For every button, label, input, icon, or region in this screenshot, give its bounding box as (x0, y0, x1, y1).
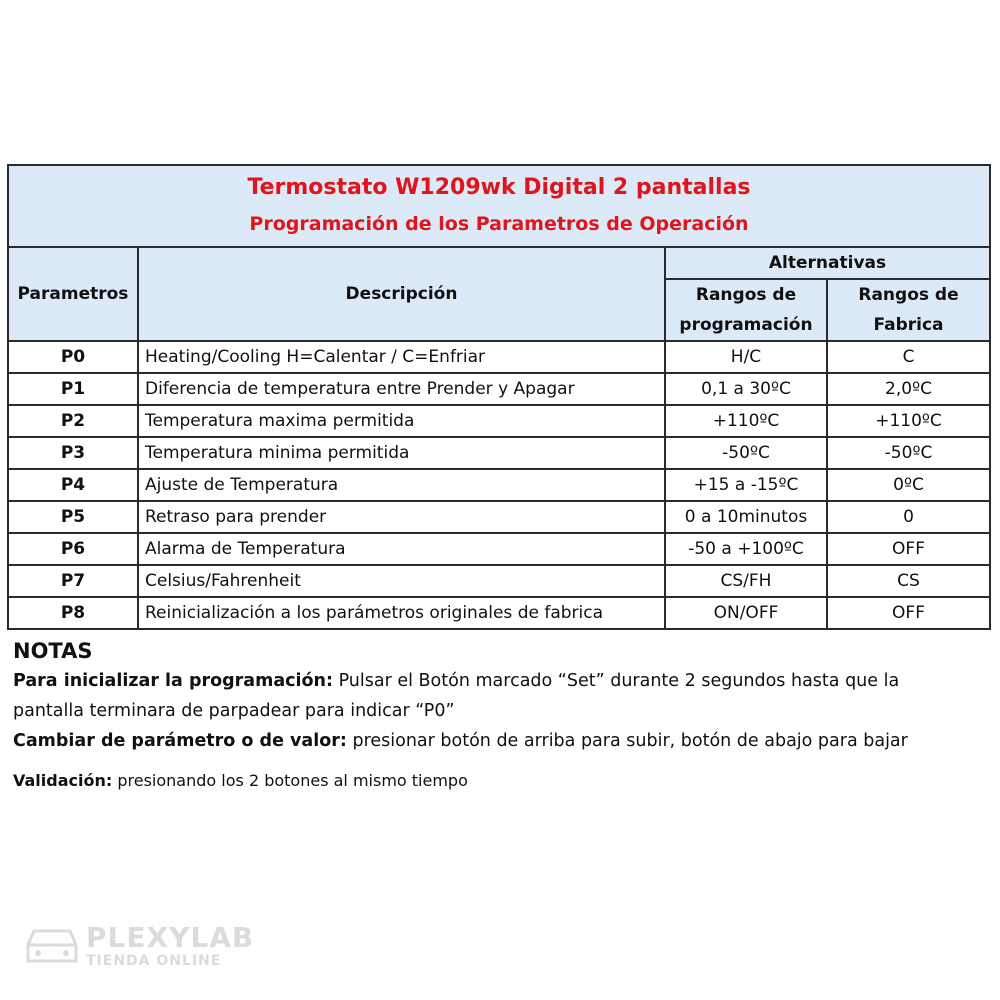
param-description: Reinicialización a los parámetros originales de fabrica (138, 597, 665, 629)
logo-sub-text: TIENDA ONLINE (86, 953, 222, 969)
table-row (8, 341, 990, 373)
param-code: P1 (8, 373, 138, 405)
param-code: P4 (8, 469, 138, 501)
param-range-programacion: CS/FH (665, 565, 827, 597)
param-range-programacion: -50 a +100ºC (665, 533, 827, 565)
table-row (8, 373, 990, 405)
table-row (8, 565, 990, 597)
note-cambiar-text: presionar botón de arriba para subir, botón de abajo para bajar (346, 731, 908, 751)
note-validacion-label: Validación: (13, 771, 113, 790)
param-code: P3 (8, 437, 138, 469)
note-validacion (13, 768, 973, 794)
parameters-table (7, 164, 991, 630)
param-description: Ajuste de Temperatura (138, 469, 665, 501)
table-row (8, 469, 990, 501)
param-code: P0 (8, 341, 138, 373)
param-range-fabrica: 0 (827, 501, 990, 533)
car-icon (24, 923, 80, 969)
plexylab-logo (24, 921, 255, 973)
param-code: P7 (8, 565, 138, 597)
param-range-fabrica: 0ºC (827, 469, 990, 501)
header-parametros: Parametros (8, 247, 138, 341)
param-range-fabrica: 2,0ºC (827, 373, 990, 405)
notes-section (13, 636, 973, 794)
header-rangos-programacion: Rangos de programación (665, 279, 827, 341)
note-cambiar (13, 726, 973, 756)
logo-main-text: PLEXYLAB (86, 921, 255, 954)
param-range-programacion: +15 a -15ºC (665, 469, 827, 501)
param-range-programacion: 0 a 10minutos (665, 501, 827, 533)
param-description: Heating/Cooling H=Calentar / C=Enfriar (138, 341, 665, 373)
header-rangos-fabrica: Rangos de Fabrica (827, 279, 990, 341)
note-inicializar-label: Para inicializar la programación: (13, 671, 333, 691)
param-code: P2 (8, 405, 138, 437)
param-code: P8 (8, 597, 138, 629)
param-description: Celsius/Fahrenheit (138, 565, 665, 597)
note-inicializar (13, 666, 973, 726)
param-description: Temperatura minima permitida (138, 437, 665, 469)
table-row (8, 405, 990, 437)
header-descripcion: Descripción (138, 247, 665, 341)
note-validacion-text: presionando los 2 botones al mismo tiempo (112, 771, 468, 790)
notes-title: NOTAS (13, 639, 93, 663)
title-line-2: Programación de los Parametros de Operación (249, 213, 749, 235)
param-code: P6 (8, 533, 138, 565)
param-range-programacion: -50ºC (665, 437, 827, 469)
param-description: Alarma de Temperatura (138, 533, 665, 565)
param-range-fabrica: CS (827, 565, 990, 597)
table-title (8, 165, 990, 247)
table-row (8, 533, 990, 565)
param-range-fabrica: C (827, 341, 990, 373)
table-row (8, 597, 990, 629)
title-line-1: Termostato W1209wk Digital 2 pantallas (247, 175, 751, 200)
param-description: Retraso para prender (138, 501, 665, 533)
note-inicializar-text: Pulsar el Botón marcado “Set” durante 2 segundos hasta que la pantalla terminara de parpadear para indicar “P0” (13, 671, 900, 721)
param-range-fabrica: OFF (827, 597, 990, 629)
note-cambiar-label: Cambiar de parámetro o de valor: (13, 731, 347, 751)
param-description: Diferencia de temperatura entre Prender y Apagar (138, 373, 665, 405)
param-code: P5 (8, 501, 138, 533)
param-range-fabrica: OFF (827, 533, 990, 565)
param-range-fabrica: +110ºC (827, 405, 990, 437)
header-alternativas: Alternativas (665, 247, 990, 279)
table-row (8, 437, 990, 469)
param-range-programacion: ON/OFF (665, 597, 827, 629)
table-row (8, 501, 990, 533)
param-range-programacion: 0,1 a 30ºC (665, 373, 827, 405)
param-range-programacion: +110ºC (665, 405, 827, 437)
param-description: Temperatura maxima permitida (138, 405, 665, 437)
param-range-programacion: H/C (665, 341, 827, 373)
param-range-fabrica: -50ºC (827, 437, 990, 469)
